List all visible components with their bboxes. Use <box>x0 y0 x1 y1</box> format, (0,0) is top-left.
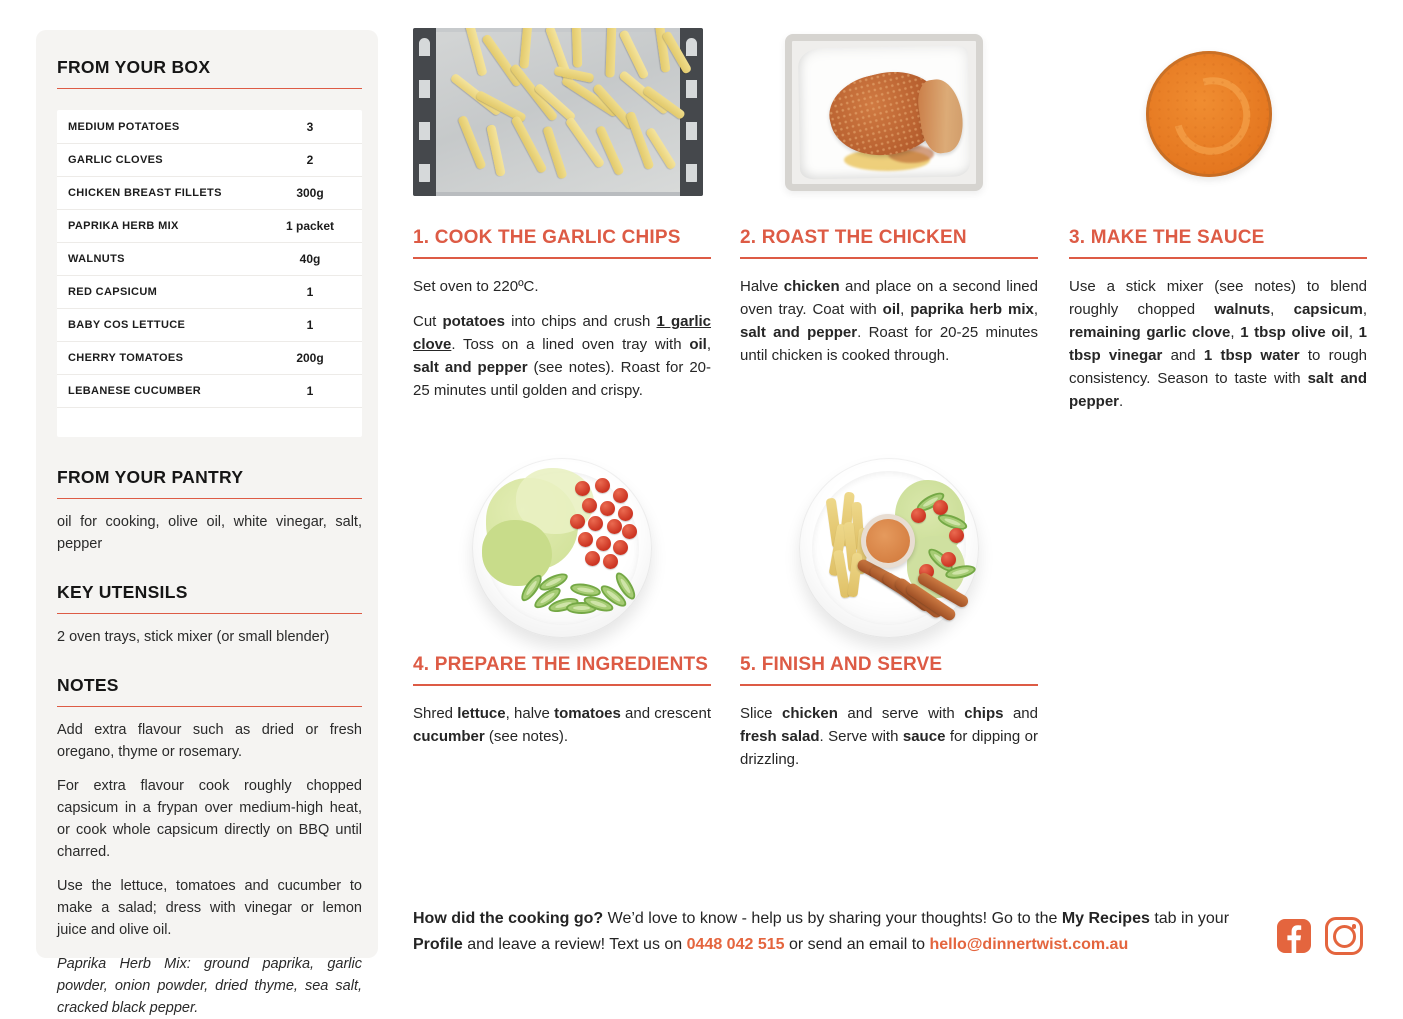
text-segment: salt and pepper <box>413 359 528 376</box>
potato-chip <box>486 124 506 177</box>
text-segment: chips <box>964 705 1004 722</box>
potato-chip <box>605 28 616 78</box>
cherry-tomato-half <box>596 536 611 551</box>
cherry-tomato-half <box>585 551 600 566</box>
step2-instructions <box>740 275 1038 367</box>
step5-photo <box>740 458 1038 639</box>
text-segment: and crescent <box>620 705 711 722</box>
text-segment: fresh salad <box>740 728 820 745</box>
step4-instructions <box>413 702 711 748</box>
ingredient-qty: 300g <box>296 186 324 200</box>
instagram-dot <box>1352 924 1357 929</box>
text-segment: . Toss on a lined oven tray with <box>451 336 690 353</box>
text-segment: (see notes). Roast for 20-25 minutes until golden and crispy. <box>413 359 711 399</box>
step3-photo <box>1069 28 1367 196</box>
ingredient-name: WALNUTS <box>68 253 125 265</box>
cherry-tomato-half <box>933 500 948 515</box>
ingredient-qty: 1 <box>306 384 314 398</box>
instagram-icon[interactable] <box>1325 917 1363 955</box>
step4-divider <box>413 684 711 686</box>
ingredient-qty: 2 <box>306 153 314 167</box>
box-table-body <box>57 111 362 408</box>
text-segment: My Recipes <box>1061 910 1150 927</box>
cherry-tomato-half <box>941 552 956 567</box>
potato-chip <box>457 115 486 170</box>
text-segment: Cut <box>413 313 443 330</box>
ingredient-name: MEDIUM POTATOES <box>68 121 180 133</box>
paragraph <box>740 275 1038 367</box>
paragraph <box>57 953 362 1019</box>
potato-chip <box>572 28 583 68</box>
chips-scatter-layer <box>436 32 680 192</box>
ingredient-row <box>57 243 362 276</box>
text-segment: tomatoes <box>554 705 621 722</box>
text-segment: to rough consistency. Season to taste with <box>1069 347 1367 387</box>
dipping-sauce-bowl <box>861 514 915 568</box>
step2-divider <box>740 257 1038 259</box>
cherry-tomato-half <box>911 508 926 523</box>
text-segment: Set oven to 220ºC. <box>413 278 539 295</box>
text-segment: 1 tbsp water <box>1203 347 1300 364</box>
ingredient-row <box>57 375 362 408</box>
ingredients-table <box>57 110 362 437</box>
step1-title: 1. COOK THE GARLIC CHIPS <box>413 227 681 248</box>
ingredient-name: PAPRIKA HERB MIX <box>68 220 179 232</box>
cherry-tomato-half <box>600 501 615 516</box>
text-segment: and serve with <box>837 705 965 722</box>
ingredient-qty: 1 <box>306 285 314 299</box>
step5-instructions <box>740 702 1038 771</box>
ingredient-name: CHERRY TOMATOES <box>68 352 184 364</box>
text-segment: tab in your <box>1149 910 1230 927</box>
step1-instructions <box>413 275 711 402</box>
text-segment: Halve <box>740 278 784 295</box>
cherry-tomato-half <box>618 506 633 521</box>
step5-title: 5. FINISH AND SERVE <box>740 654 943 675</box>
notes-text <box>57 719 362 1019</box>
text-segment: . <box>1119 393 1124 410</box>
text-segment: and leave a review! Text us on <box>462 935 687 953</box>
text-segment: remaining garlic clove <box>1069 324 1231 341</box>
salad-plate-image <box>472 458 652 638</box>
text-segment: Add extra flavour such as dried or fresh oregano, thyme or rosemary. <box>57 722 362 760</box>
pantry-section-title: FROM YOUR PANTRY <box>57 467 362 499</box>
paragraph <box>57 719 362 763</box>
ingredient-qty: 1 <box>306 318 314 332</box>
text-segment: , <box>900 301 911 318</box>
text-segment: Slice <box>740 705 783 722</box>
text-segment: lettuce <box>457 705 506 722</box>
text-segment: potatoes <box>442 313 505 330</box>
text-segment: sauce <box>902 728 946 745</box>
text-segment: , <box>1348 324 1359 341</box>
paragraph <box>740 702 1038 771</box>
cherry-tomato-half <box>613 488 628 503</box>
text-segment: Paprika Herb Mix: ground paprika, garlic powder, onion powder, dried thyme, sea salt, cracked black pepper. <box>57 956 362 1016</box>
text-segment: walnuts <box>1214 301 1271 318</box>
text-segment: . Serve with <box>819 728 903 745</box>
text-segment: salt and pepper <box>1069 370 1368 410</box>
step3-divider <box>1069 257 1367 259</box>
ingredient-qty: 1 packet <box>285 219 335 233</box>
text-segment: Profile <box>413 935 463 953</box>
cherry-tomato-half <box>582 498 597 513</box>
step3-instructions <box>1069 275 1367 413</box>
text-segment: salt and pepper <box>740 324 858 341</box>
text-segment: , <box>1270 301 1294 318</box>
text-segment: cucumber <box>413 728 485 745</box>
potato-chip <box>510 115 547 174</box>
text-segment: We’d love to know - help us by sharing your thoughts! Go to the <box>603 910 1062 927</box>
potato-chip <box>519 28 532 69</box>
ingredient-qty: 3 <box>306 120 314 134</box>
footer-message <box>413 906 1261 957</box>
ingredient-name: CHICKEN BREAST FILLETS <box>68 187 222 199</box>
step1-photo <box>413 28 711 196</box>
potato-chip <box>542 125 567 179</box>
text-segment: Use a stick mixer (see notes) to blend roughly chopped <box>1069 278 1367 318</box>
cherry-tomato-half <box>588 516 603 531</box>
cherry-tomato-half <box>575 481 590 496</box>
ingredient-name: LEBANESE CUCUMBER <box>68 385 202 397</box>
step-1 <box>413 28 711 414</box>
ingredient-name: BABY COS LETTUCE <box>68 319 186 331</box>
text-segment: , <box>1230 324 1241 341</box>
text-segment: for dipping or drizzling. <box>740 728 1038 768</box>
text-segment: 1 tbsp olive oil <box>1240 324 1349 341</box>
cherry-tomato-half <box>570 514 585 529</box>
paragraph <box>413 275 711 298</box>
paragraph <box>57 875 362 941</box>
step5-divider <box>740 684 1038 686</box>
text-segment: and <box>1162 347 1204 364</box>
potato-chip <box>595 125 624 176</box>
text-segment: chicken <box>783 278 840 295</box>
cherry-tomato-half <box>613 540 628 555</box>
step-5 <box>740 458 1038 783</box>
cherry-tomato-half <box>949 528 964 543</box>
step-3 <box>1069 28 1367 425</box>
finished-plate-image <box>799 458 979 638</box>
paragraph <box>413 702 711 748</box>
text-segment: 1 garlic clove <box>413 313 712 353</box>
text-segment: How did the cooking go? <box>413 910 604 927</box>
box-section-title: FROM YOUR BOX <box>57 57 362 89</box>
text-segment: , halve <box>505 705 555 722</box>
ingredient-qty: 200g <box>296 351 324 365</box>
text-segment: , <box>1033 301 1038 318</box>
step3-title: 3. MAKE THE SAUCE <box>1069 227 1265 248</box>
ingredient-row <box>57 276 362 309</box>
phone-link[interactable]: 0448 042 515 <box>686 935 785 953</box>
text-segment: Shred <box>413 705 458 722</box>
text-segment: paprika herb mix <box>910 301 1034 318</box>
text-segment: (see notes). <box>484 728 569 745</box>
potato-chip <box>565 116 606 169</box>
sidebar <box>36 30 378 1016</box>
ingredient-row <box>57 210 362 243</box>
text-segment: capsicum <box>1293 301 1363 318</box>
chips-tray-image <box>413 28 703 196</box>
notes-section-title: NOTES <box>57 675 362 707</box>
text-segment: oil <box>689 336 707 353</box>
ingredient-qty: 40g <box>299 252 321 266</box>
cherry-tomato-half <box>603 554 618 569</box>
email-link[interactable]: hello@dinnertwist.com.au <box>929 935 1129 953</box>
ingredient-name: GARLIC CLOVES <box>68 154 163 166</box>
text-segment: Use the lettuce, tomatoes and cucumber to make a salad; dress with vinegar or lemon juice and olive oil. <box>57 878 362 938</box>
text-segment: 1 tbsp vinegar <box>1069 324 1367 364</box>
cherry-tomato-half <box>607 519 622 534</box>
text-segment: , <box>1362 301 1367 318</box>
cucumber-crescent <box>569 581 602 598</box>
text-segment: and place on a second lined oven tray. Coat with <box>740 278 1038 318</box>
facebook-icon[interactable] <box>1277 919 1311 953</box>
step-2 <box>740 28 1038 379</box>
cherry-tomato-half <box>578 532 593 547</box>
ingredient-name: RED CAPSICUM <box>68 286 158 298</box>
utensils-text: 2 oven trays, stick mixer (or small blender) <box>57 629 330 645</box>
sauce-bowl-image <box>1146 51 1272 177</box>
text-segment: . Roast for 20-25 minutes until chicken is cooked through. <box>740 324 1039 364</box>
ingredient-row <box>57 342 362 375</box>
step4-title: 4. PREPARE THE INGREDIENTS <box>413 654 709 675</box>
tray-rail <box>413 28 436 196</box>
paragraph <box>57 775 362 863</box>
paragraph <box>1069 275 1367 413</box>
text-segment: , <box>706 336 711 353</box>
step-4 <box>413 458 711 760</box>
step2-photo <box>740 28 1038 196</box>
cherry-tomato-half <box>622 524 637 539</box>
text-segment: chicken <box>782 705 838 722</box>
potato-chip <box>481 33 523 87</box>
text-segment: oil <box>882 301 901 318</box>
cherry-tomato-half <box>595 478 610 493</box>
text-segment: or send an email to <box>784 935 930 953</box>
paragraph <box>413 906 1261 957</box>
text-segment: into chips and crush <box>504 313 657 330</box>
text-segment: and <box>1003 705 1038 722</box>
ingredient-row <box>57 309 362 342</box>
step4-photo <box>413 458 711 639</box>
ingredient-row <box>57 144 362 177</box>
ingredient-row <box>57 177 362 210</box>
utensils-section-title: KEY UTENSILS <box>57 582 362 614</box>
step2-title: 2. ROAST THE CHICKEN <box>740 227 967 248</box>
chicken-tray-image <box>785 34 983 191</box>
text-segment: For extra flavour cook roughly chopped capsicum in a frypan over medium-high heat, or cook whole capsicum directly on BBQ until charred. <box>57 778 362 860</box>
pantry-text: oil for cooking, olive oil, white vinegar, salt, pepper <box>57 514 362 552</box>
paragraph <box>413 310 711 402</box>
ingredient-row <box>57 111 362 144</box>
step1-divider <box>413 257 711 259</box>
